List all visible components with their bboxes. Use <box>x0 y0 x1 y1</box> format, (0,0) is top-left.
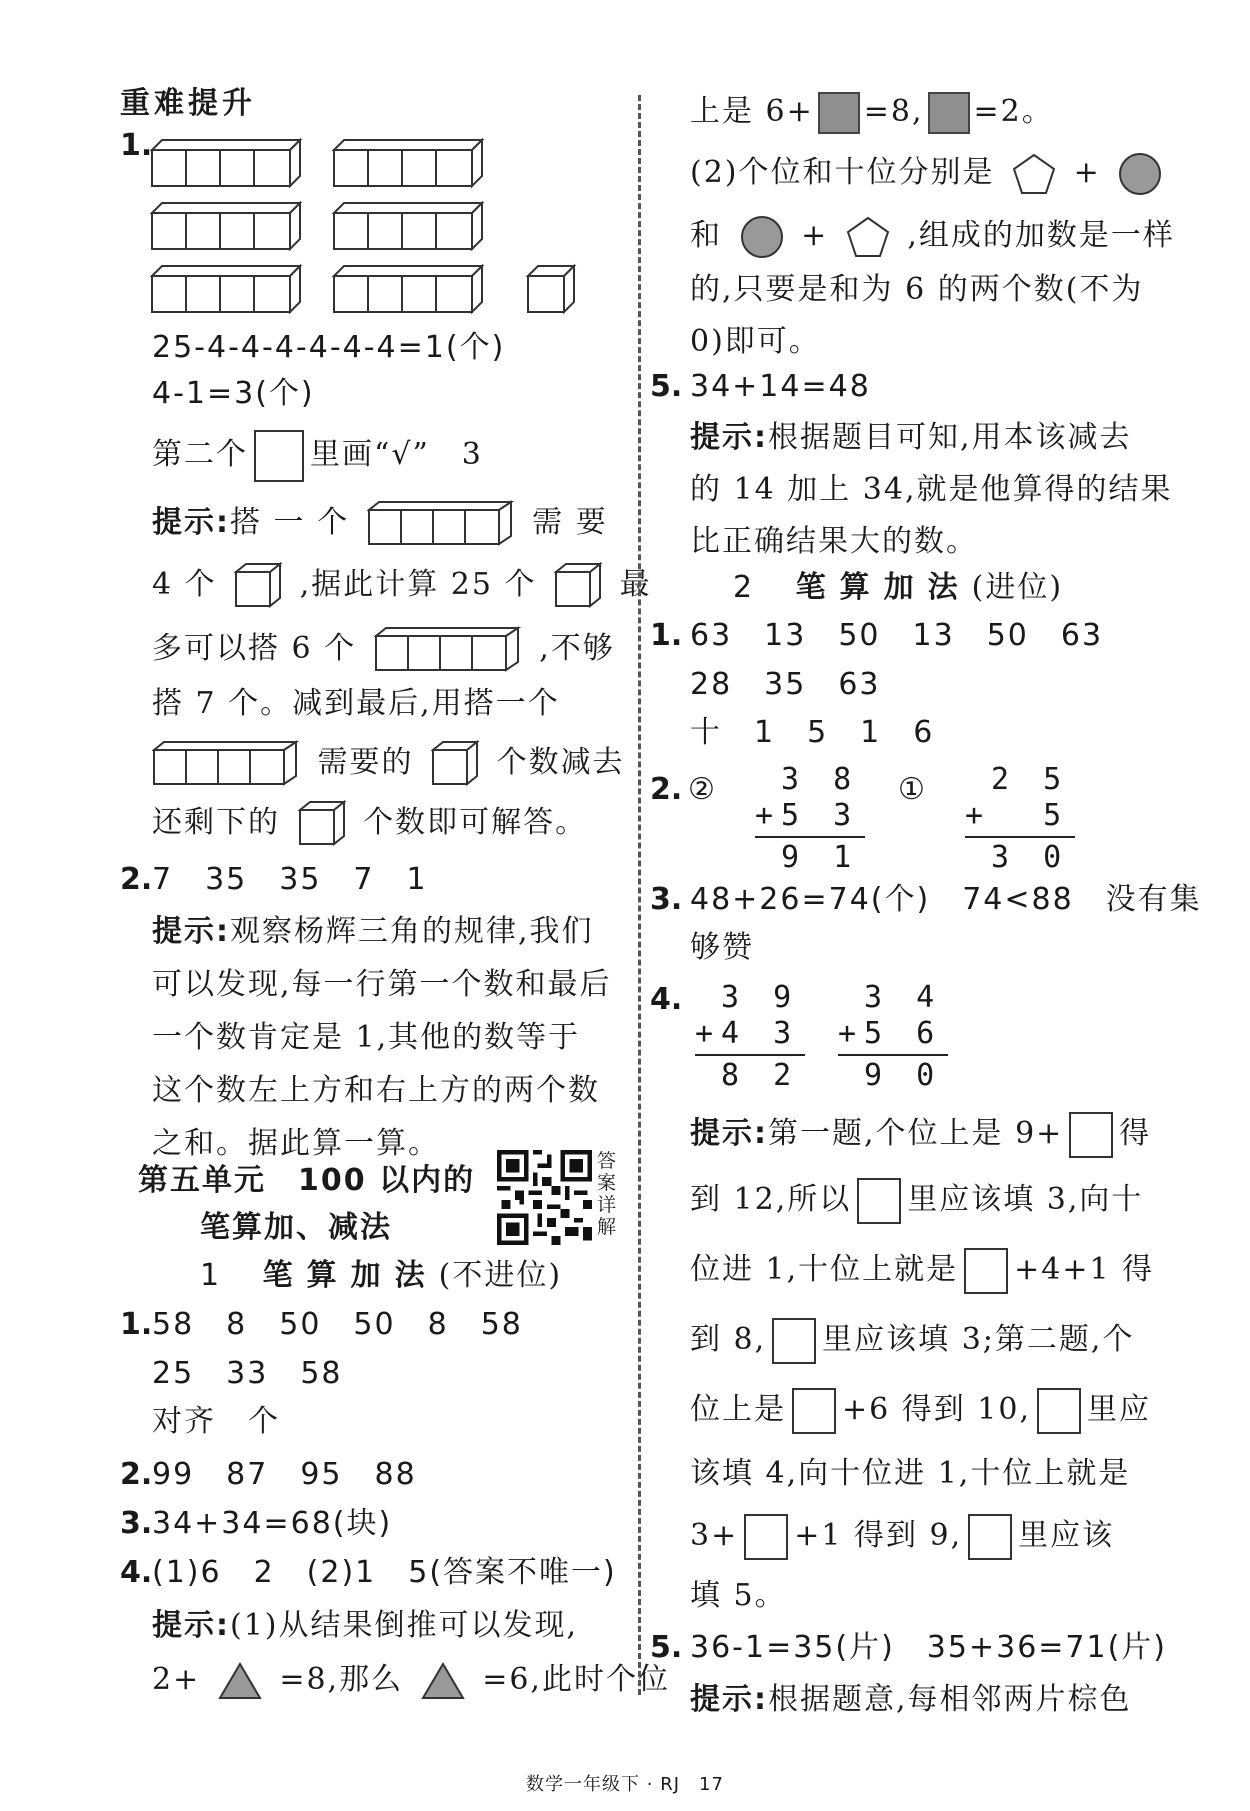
r-continue-line-5: 0)即可。 <box>690 324 821 359</box>
r5-answer: 34+14=48 <box>690 369 871 404</box>
v4-vertical-calc-2 <box>838 980 948 1094</box>
gray-square-icon <box>928 92 970 134</box>
u3-number: 3. <box>120 1506 153 1541</box>
calc-row: 2 5 <box>965 762 1070 797</box>
hint-label: 提示: <box>690 1116 768 1151</box>
text: ,组成的加数是一样 <box>907 218 1175 253</box>
v5-answer: 36-1=35(片) 35+36=71(片) <box>690 1630 1168 1665</box>
hint-label: 提示: <box>690 1682 768 1717</box>
v1-line-3: 十 1 5 1 6 <box>690 715 935 750</box>
q1-hint-line-2 <box>152 562 652 610</box>
v4-hint-line-6: 该填 4,向十位进 1,十位上就是 <box>690 1456 1131 1491</box>
cube-icon <box>554 562 602 610</box>
q2-hint-line-5: 之和。据此算一算。 <box>152 1126 440 1161</box>
u3-answer: 34+34=68(块) <box>152 1506 393 1541</box>
cube-bar-icon <box>152 740 300 788</box>
hint-text: 根据题意,每相邻两片棕色 <box>768 1682 1132 1717</box>
calc-rule <box>695 1054 805 1056</box>
calc-row: 9 1 <box>755 840 860 875</box>
hint-text: +4+1 得 <box>1014 1252 1155 1287</box>
q2-answer: 7 35 35 7 1 <box>152 862 428 897</box>
v2-number: 2. <box>650 772 683 807</box>
hint-text: 观察杨辉三角的规律,我们 <box>230 914 594 949</box>
v4-hint-line-7 <box>690 1514 1114 1560</box>
hint-text: 到 12,所以 <box>690 1182 852 1217</box>
u4-answer: (1)6 2 (2)1 5(答案不唯一) <box>152 1555 617 1590</box>
unit-title-2: 笔算加、减法 <box>200 1210 392 1245</box>
gray-circle-icon <box>1118 152 1162 196</box>
side-char: 答 <box>597 1150 617 1172</box>
hint-text: 得 <box>1119 1116 1152 1151</box>
v1-line-2: 28 35 63 <box>690 667 881 702</box>
r-continue-line-2 <box>690 152 1168 196</box>
hint-text: 里应该填 3;第二题,个 <box>822 1322 1135 1357</box>
answer-box <box>1037 1388 1081 1434</box>
hint-text: +6 得到 10, <box>842 1392 1032 1427</box>
r-continue-line-4: 的,只要是和为 6 的两个数(不为 <box>690 272 1144 307</box>
u4-number: 4. <box>120 1555 153 1590</box>
calc-row: +5 6 <box>838 1016 943 1051</box>
cube-icon <box>234 562 282 610</box>
calc-rule <box>838 1054 948 1056</box>
q1-number: 1. <box>120 128 153 163</box>
r5-hint-line-1 <box>690 418 1132 458</box>
pentagon-icon <box>846 216 890 258</box>
unit-title-1: 第五单元 100 以内的 <box>138 1163 476 1198</box>
hint-text: 需要的 <box>317 745 414 780</box>
q1-hint-line-1 <box>152 500 608 548</box>
calc-row: + 5 <box>965 798 1070 833</box>
u4-hint-line-1 <box>152 1606 578 1646</box>
cube-bars-figure <box>150 138 580 318</box>
v4-hint-line-8: 填 5。 <box>690 1578 787 1613</box>
u1-line-1: 58 8 50 50 8 58 <box>152 1307 523 1342</box>
hint-text: 个数即可解答。 <box>363 805 588 840</box>
cube-bar-6 <box>334 266 482 312</box>
hint-text: =8,那么 <box>279 1662 404 1697</box>
subsection-number: 2 <box>733 570 755 605</box>
subsection-1-title <box>200 1256 562 1296</box>
subsection-number: 1 <box>200 1258 222 1293</box>
r-continue-line-1 <box>690 92 1054 134</box>
side-char: 解 <box>597 1216 617 1238</box>
side-char: 详 <box>597 1194 617 1216</box>
q2-number: 2. <box>120 862 153 897</box>
answer-box <box>254 430 304 482</box>
v3-answer: 48+26=74(个) 74<88 没有集 <box>690 882 1202 917</box>
hint-text: ,不够 <box>539 631 615 666</box>
hint-text: 里应该 <box>1018 1518 1115 1553</box>
v3-answer-2: 够赞 <box>690 930 754 965</box>
q1-equation-1: 25-4-4-4-4-4-4=1(个) <box>152 330 506 365</box>
section-title: 重难提升 <box>120 86 256 121</box>
text: 上是 6+ <box>690 94 814 129</box>
text: (2)个位和十位分别是 <box>690 155 995 190</box>
hint-text: ,据此计算 25 个 <box>299 567 537 602</box>
r-continue-line-3 <box>690 215 1175 259</box>
hint-text: (1)从结果倒推可以发现, <box>230 1608 579 1643</box>
v4-hint-line-2 <box>690 1178 1143 1224</box>
hint-text: 里应该填 3,向十 <box>907 1182 1144 1217</box>
u1-line-3: 对齐 个 <box>152 1404 280 1439</box>
triangle-icon <box>421 1661 465 1701</box>
hint-text: 里应 <box>1087 1392 1152 1427</box>
q1-hint-line-5 <box>152 740 625 788</box>
hint-text: 还剩下的 <box>152 805 280 840</box>
hint-text: +1 得到 9, <box>794 1518 963 1553</box>
q2-hint-line-4: 这个数左上方和右上方的两个数 <box>152 1073 600 1108</box>
triangle-icon <box>218 1661 262 1701</box>
answer-box <box>792 1388 836 1434</box>
calc-row: 9 0 <box>838 1058 943 1093</box>
single-cube <box>528 266 574 312</box>
subsection-subtitle: (不进位) <box>438 1258 563 1293</box>
hint-text: 个数减去 <box>496 745 625 780</box>
hint-label: 提示: <box>152 914 230 949</box>
q1-hint-line-4: 搭 7 个。减到最后,用搭一个 <box>152 686 560 721</box>
cube-bar-1 <box>152 140 300 186</box>
hint-text: 位进 1,十位上就是 <box>690 1252 959 1287</box>
v2-mark-1: ② <box>688 772 717 807</box>
q1-answer-a: 第二个 <box>152 437 248 472</box>
hint-text: 多可以搭 6 个 <box>152 631 357 666</box>
gray-square-icon <box>818 92 860 134</box>
hint-text: 4 个 <box>152 567 217 602</box>
subsection-2-title <box>733 568 1063 608</box>
calc-row: 3 9 <box>695 980 800 1015</box>
hint-label: 提示: <box>152 1608 230 1643</box>
hint-text: 需 要 <box>532 505 608 540</box>
hint-text: 根据题目可知,用本该减去 <box>768 420 1132 455</box>
q1-equation-2: 4-1=3(个) <box>152 376 315 411</box>
calc-row: 3 0 <box>965 840 1070 875</box>
hint-text: 3+ <box>690 1518 739 1553</box>
qr-code-icon[interactable] <box>497 1150 592 1245</box>
answer-detail-label <box>597 1150 619 1238</box>
q1-answer-b: 里画“√” 3 <box>310 437 483 472</box>
u1-line-2: 25 33 58 <box>152 1356 343 1391</box>
v5-number: 5. <box>650 1630 683 1665</box>
hint-text: 到 8, <box>690 1322 767 1357</box>
r5-hint-line-3: 比正确结果大的数。 <box>690 524 978 559</box>
answer-box <box>744 1514 788 1560</box>
q1-answer <box>152 430 483 482</box>
r5-number: 5. <box>650 369 683 404</box>
hint-label: 提示: <box>690 420 768 455</box>
hint-text: 位上是 <box>690 1392 786 1427</box>
v4-number: 4. <box>650 982 683 1017</box>
u4-hint-line-2 <box>152 1660 670 1701</box>
subsection-heading: 笔算加法 <box>795 570 972 605</box>
v4-vertical-calc-1 <box>695 980 805 1094</box>
calc-rule <box>755 836 865 838</box>
subsection-subtitle: (进位) <box>971 570 1064 605</box>
hint-text: 搭 一 个 <box>230 505 350 540</box>
answer-box <box>772 1318 816 1364</box>
hint-label: 提示: <box>152 505 230 540</box>
answer-box <box>857 1178 901 1224</box>
q2-hint-line-1 <box>152 912 594 952</box>
cube-icon <box>431 740 479 788</box>
calc-rule <box>965 836 1075 838</box>
r5-hint-line-2: 的 14 加上 34,就是他算得的结果 <box>690 472 1173 507</box>
v4-hint-line-5 <box>690 1388 1151 1434</box>
hint-text: 第一题,个位上是 9+ <box>768 1116 1064 1151</box>
gray-circle-icon <box>740 215 784 259</box>
text: 和 <box>690 218 722 253</box>
v4-hint-line-4 <box>690 1318 1134 1364</box>
right-column <box>640 0 1250 1720</box>
hint-text: =6,此时个位 <box>482 1662 670 1697</box>
text: =8, <box>863 94 924 129</box>
calc-row: +4 3 <box>695 1016 800 1051</box>
cube-bar-5 <box>152 266 300 312</box>
v2-vertical-calc-2 <box>965 762 1075 876</box>
answer-box <box>968 1514 1012 1560</box>
cube-bar-icon <box>374 626 522 674</box>
hint-text: 最 <box>619 567 652 602</box>
text: + <box>1073 155 1101 190</box>
u1-number: 1. <box>120 1307 153 1342</box>
v4-hint-line-1 <box>690 1112 1151 1158</box>
q2-hint-line-2: 可以发现,每一行第一个数和最后 <box>152 967 612 1002</box>
q1-hint-line-3 <box>152 626 615 674</box>
v1-number: 1. <box>650 618 683 653</box>
pentagon-icon <box>1012 153 1056 195</box>
calc-row: 3 8 <box>755 762 860 797</box>
v5-hint-line-1 <box>690 1680 1132 1720</box>
v1-line-1: 63 13 50 13 50 63 <box>690 618 1104 653</box>
calc-row: 8 2 <box>695 1058 800 1093</box>
u2-number: 2. <box>120 1457 153 1492</box>
v2-vertical-calc-1 <box>755 762 865 876</box>
answer-box <box>1069 1112 1113 1158</box>
cube-icon <box>298 800 346 848</box>
calc-row: 3 4 <box>838 980 943 1015</box>
v2-mark-2: ① <box>898 772 927 807</box>
subsection-heading: 笔算加法 <box>262 1258 439 1293</box>
q2-hint-line-3: 一个数肯定是 1,其他的数等于 <box>152 1020 581 1055</box>
q1-hint-line-6 <box>152 800 587 848</box>
side-char: 案 <box>597 1172 617 1194</box>
cube-bar-4 <box>334 203 482 249</box>
calc-row: +5 3 <box>755 798 860 833</box>
hint-text: 2+ <box>152 1662 201 1697</box>
cube-bar-icon <box>367 500 515 548</box>
answer-box <box>964 1248 1008 1294</box>
u2-answer: 99 87 95 88 <box>152 1457 417 1492</box>
page-footer: 数学一年级下 · RJ 17 <box>526 1774 724 1795</box>
text: =2。 <box>973 94 1054 129</box>
cube-bar-2 <box>334 140 482 186</box>
v4-hint-line-3 <box>690 1248 1154 1294</box>
v3-number: 3. <box>650 882 683 917</box>
cube-bar-3 <box>152 203 300 249</box>
text: + <box>801 218 829 253</box>
